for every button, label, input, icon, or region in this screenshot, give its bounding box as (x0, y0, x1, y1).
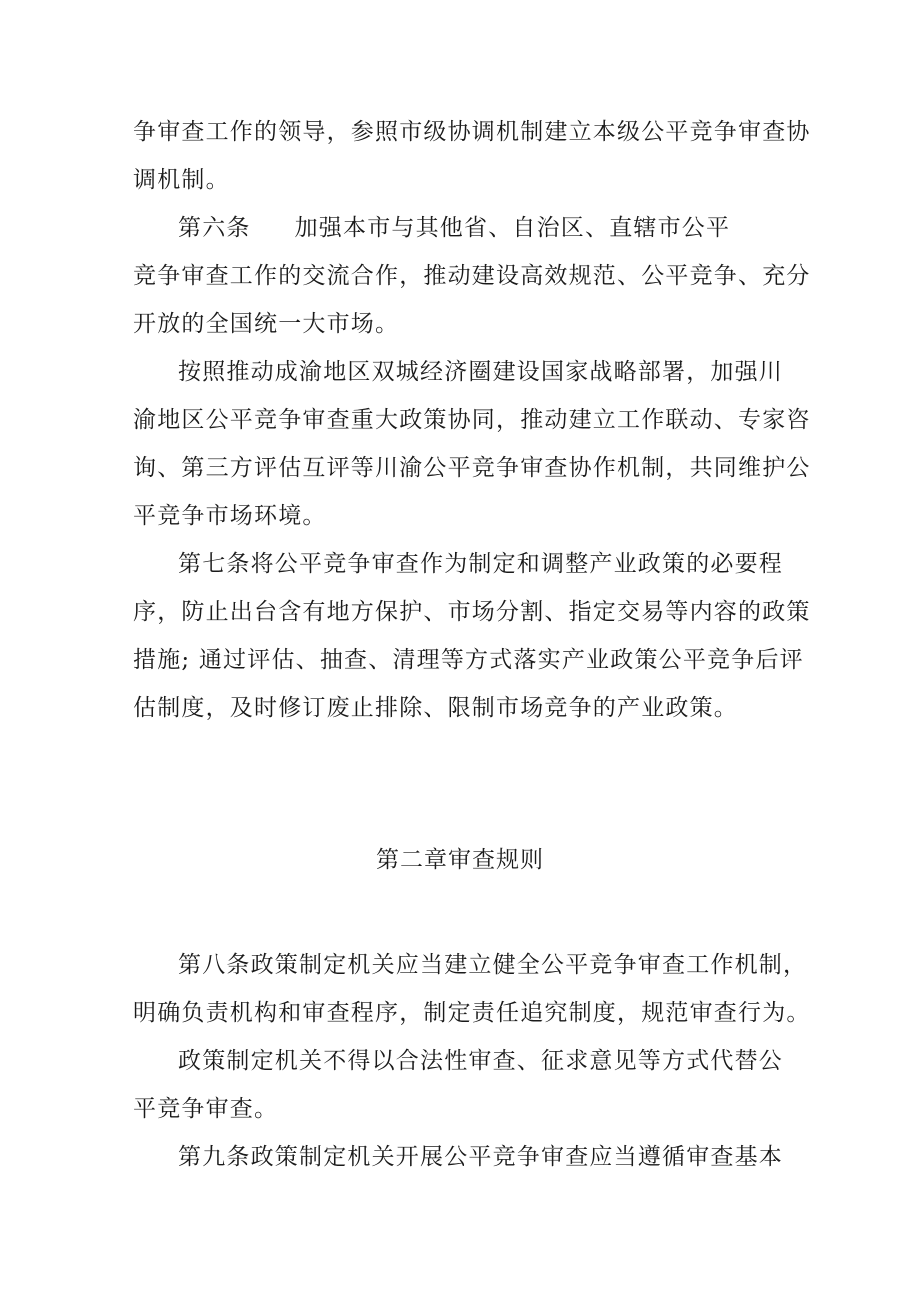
article-6-label: 第六条 (178, 215, 251, 241)
text-line: 明确负责机构和审查程序，制定责任追究制度，规范审查行为。 (133, 1000, 811, 1026)
text-line: 平竞争市场环境。 (133, 503, 327, 529)
text-line: 第八条政策制定机关应当建立健全公平竞争审查工作机制， (178, 952, 808, 978)
text-line: 措施; 通过评估、抽查、清理等方式落实产业政策公平竞争后评 (133, 647, 804, 673)
text-line: 估制度，及时修订废止排除、限制市场竞争的产业政策。 (133, 695, 738, 721)
text-line: 政策制定机关不得以合法性审查、征求意见等方式代替公 (178, 1048, 783, 1074)
text-line: 第九条政策制定机关开展公平竞争审查应当遵循审查基本 (178, 1144, 783, 1170)
text-line: 按照推动成渝地区双城经济圈建设国家战略部署，加强川 (178, 359, 783, 385)
text-line: 渝地区公平竞争审查重大政策协同，推动建立工作联动、专家咨 (133, 407, 811, 433)
text-line: 调机制。 (133, 167, 230, 193)
text-line: 平竞争审查。 (133, 1096, 279, 1122)
text-line: 竞争审查工作的交流合作，推动建设高效规范、公平竞争、充分 (133, 263, 811, 289)
text-line: 开放的全国统一大市场。 (133, 311, 400, 337)
text-line: 加强本市与其他省、自治区、直辖市公平 (294, 215, 731, 241)
text-line: 序，防止出台含有地方保护、市场分割、指定交易等内容的政策 (133, 599, 811, 625)
text-line: 询、第三方评估互评等川渝公平竞争审查协作机制，共同维护公 (133, 455, 811, 481)
text-line: 第七条将公平竞争审查作为制定和调整产业政策的必要程 (178, 551, 783, 577)
text-line: 争审查工作的领导，参照市级协调机制建立本级公平竞争审查协 (133, 119, 811, 145)
article-6-first-line (178, 213, 730, 243)
chapter-title: 第二章审查规则 (376, 847, 544, 873)
